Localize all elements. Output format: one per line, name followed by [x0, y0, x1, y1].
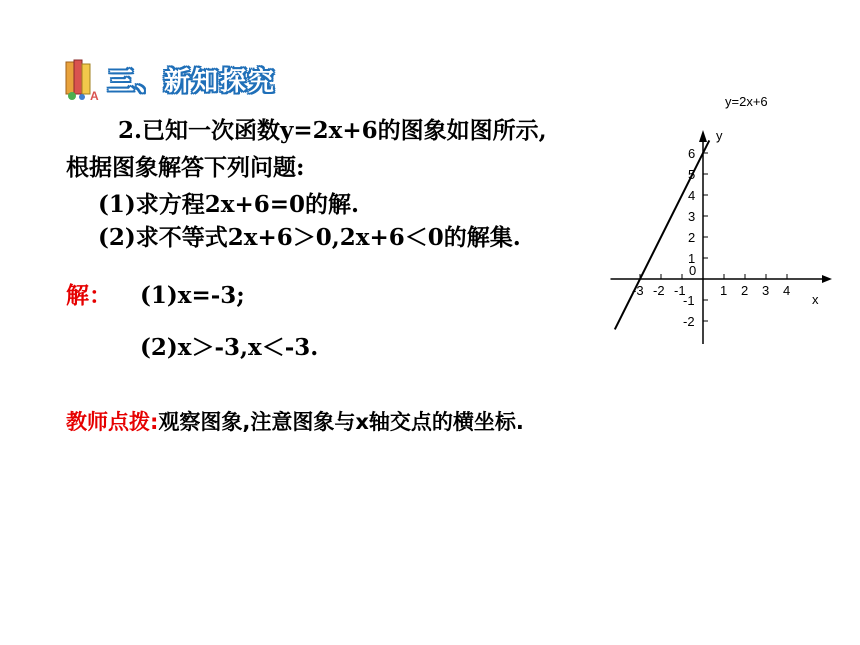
- axes: [611, 130, 833, 344]
- x-tick-label: 2: [741, 283, 749, 298]
- x-tick-label: -1: [674, 283, 686, 298]
- books-icon: [62, 56, 106, 102]
- y-tick-label: 4: [688, 188, 696, 203]
- function-graph: [600, 80, 840, 350]
- problem-line-2: 根据图象解答下列问题:: [66, 154, 305, 181]
- question-2: (2)求不等式2x+6＞0,2x+6＜0的解集.: [98, 224, 521, 251]
- section-header: [62, 56, 276, 102]
- y-tick-label: 5: [688, 167, 696, 182]
- y-tick-label: 3: [688, 209, 696, 224]
- tip-text: 观察图象,注意图象与x轴交点的横坐标.: [158, 410, 524, 434]
- y-tick-label: 6: [688, 146, 696, 161]
- x-tick-label: 4: [783, 283, 791, 298]
- problem-line-1: 2.已知一次函数y=2x+6的图象如图所示,: [118, 117, 547, 144]
- answer-1: (1)x=-3;: [140, 282, 245, 309]
- x-tick-label: 1: [720, 283, 728, 298]
- x-tick-label: -2: [653, 283, 665, 298]
- y-tick-label: 2: [688, 230, 696, 245]
- labels: [632, 94, 819, 329]
- y-axis-label: y: [716, 128, 723, 143]
- y-tick-label: -2: [683, 314, 695, 329]
- x-axis-label: x: [812, 292, 819, 307]
- answer-2: (2)x＞-3,x＜-3.: [140, 334, 319, 361]
- y-axis-arrow: [699, 130, 707, 142]
- y-tick-label: 1: [688, 251, 696, 266]
- x-tick-label: 3: [762, 283, 770, 298]
- x-tick-label: -3: [632, 283, 644, 298]
- line-label: y=2x+6: [725, 94, 768, 109]
- svg-text:A: A: [90, 89, 99, 102]
- solution-label: 解：: [66, 282, 112, 309]
- tip-label: 教师点拨:: [66, 410, 159, 434]
- question-1: (1)求方程2x+6=0的解.: [98, 191, 360, 218]
- section-title: 三、新知探究: [108, 66, 277, 97]
- x-axis-arrow: [822, 275, 832, 283]
- origin-label: 0: [689, 263, 697, 278]
- teacher-tip: [66, 406, 524, 436]
- y-tick-label: -1: [683, 293, 695, 308]
